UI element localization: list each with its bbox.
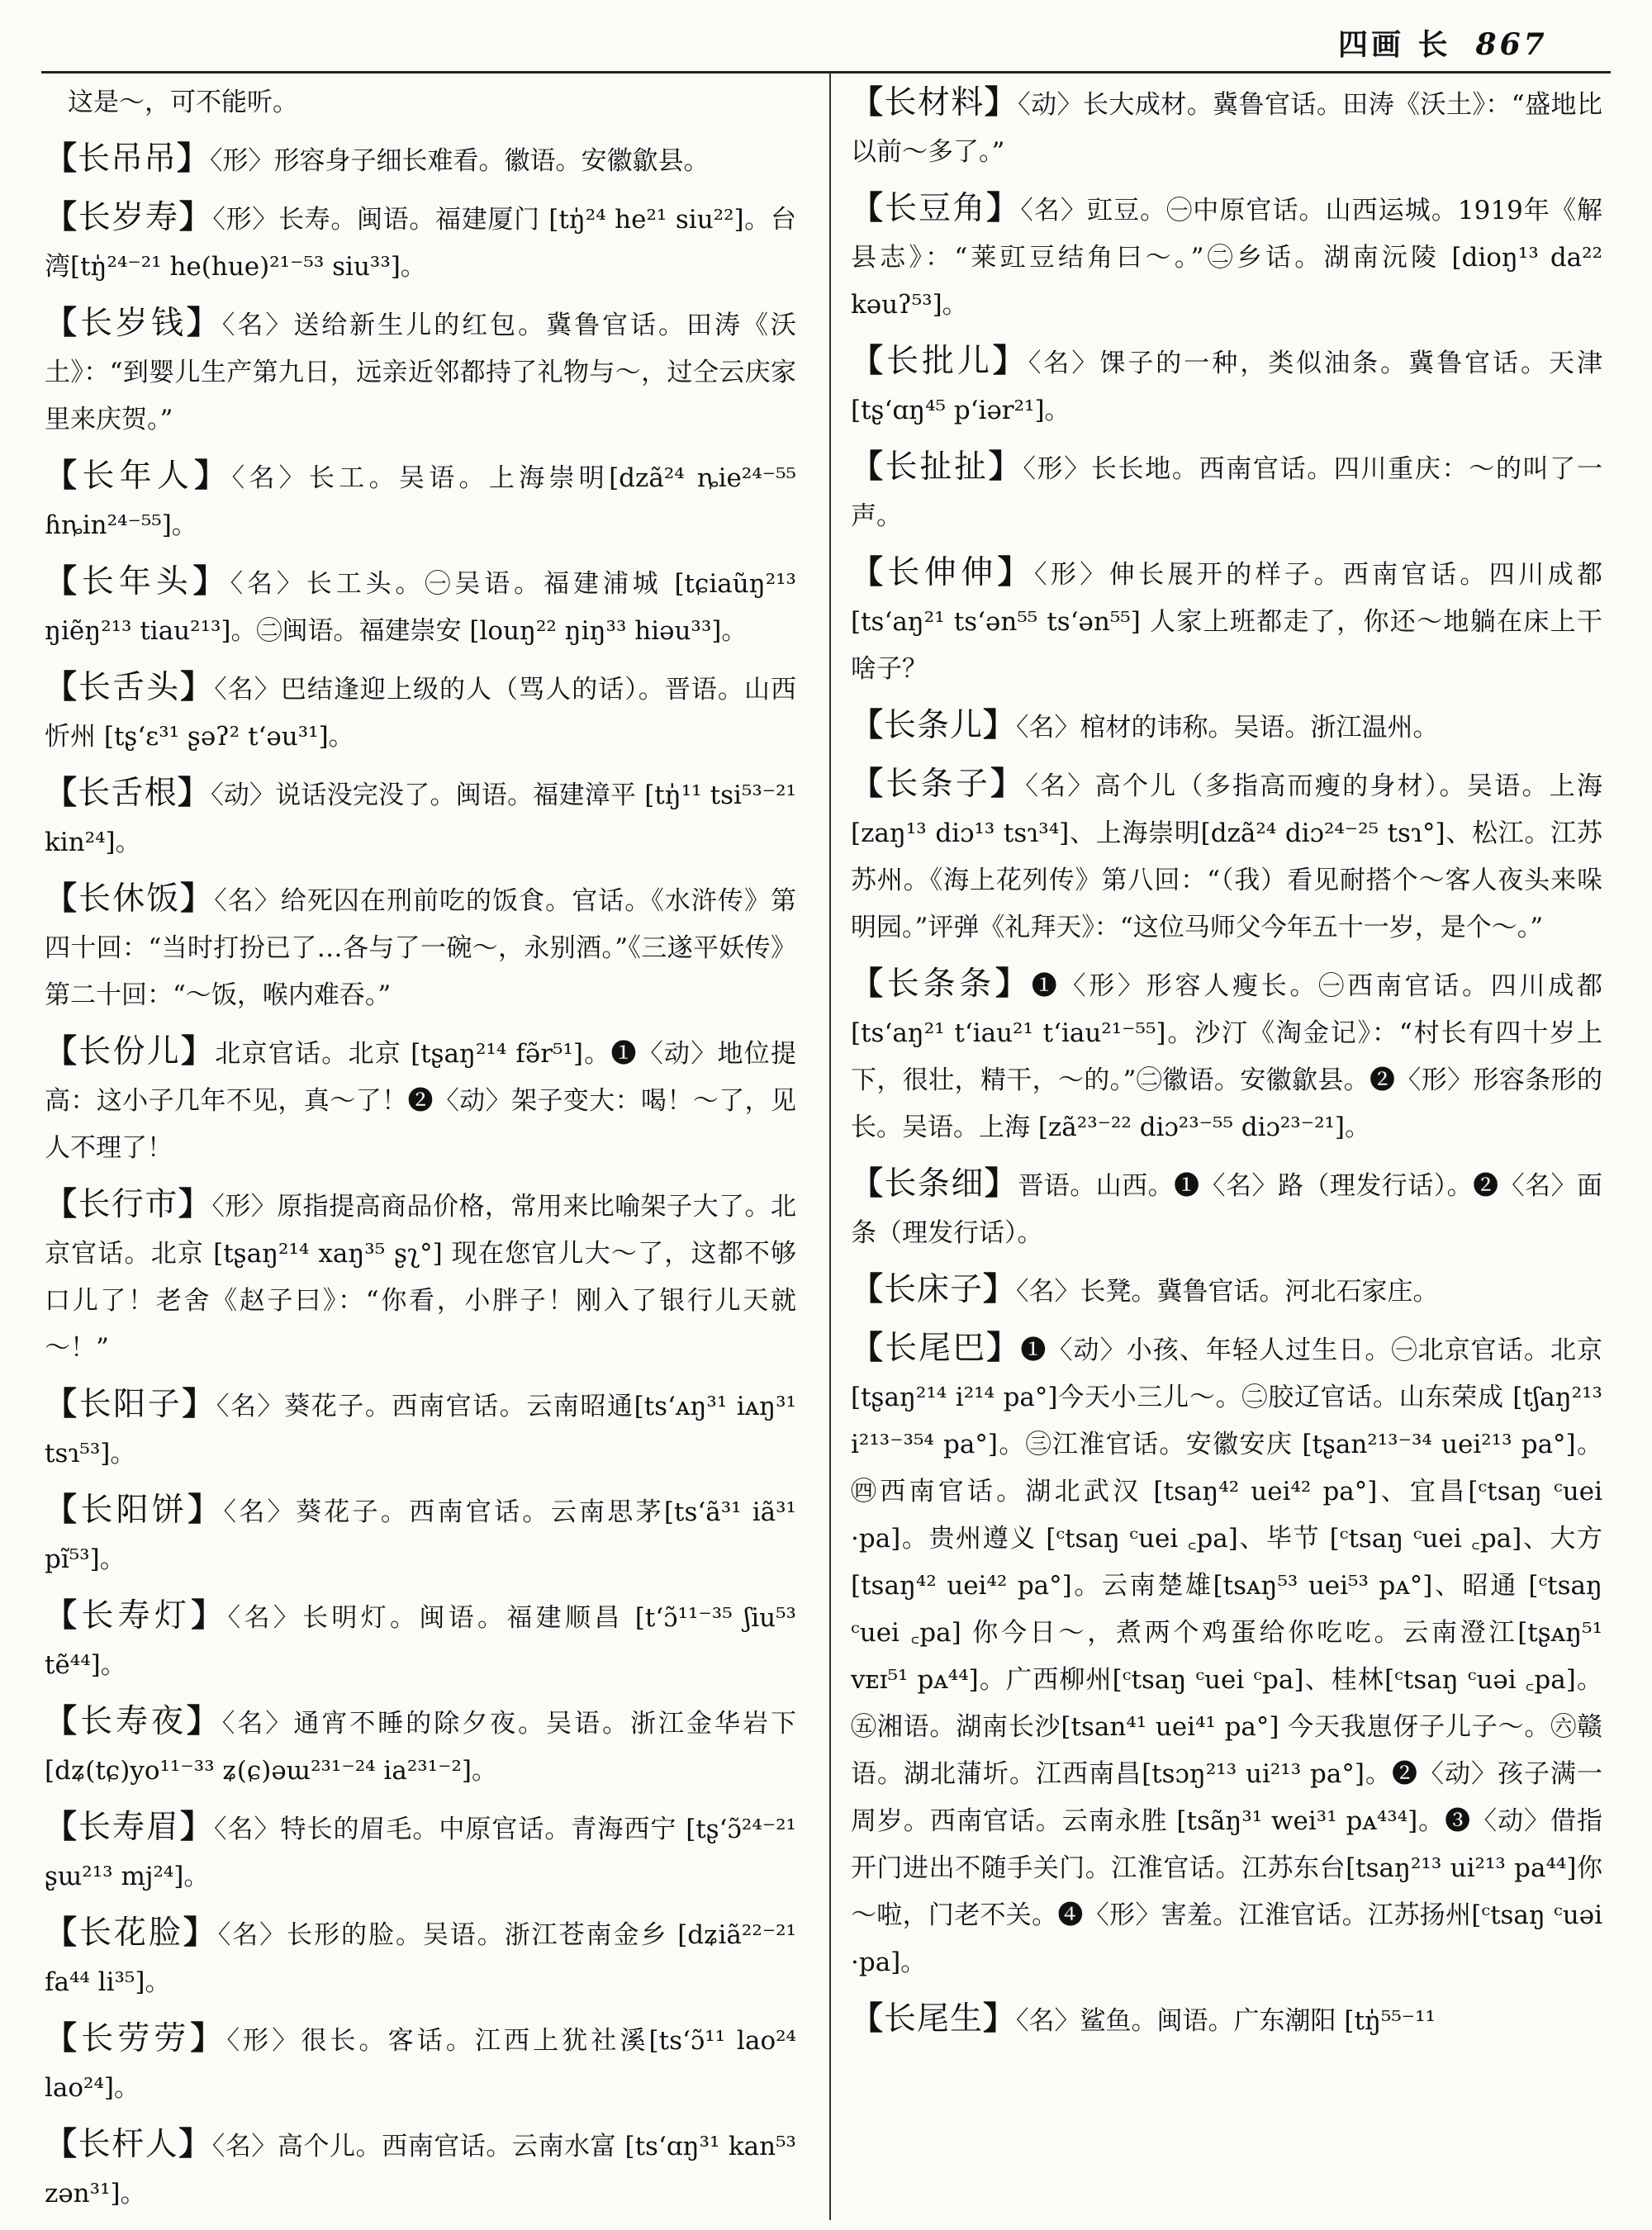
entry-headword: 【长豆角】 [851,189,1021,227]
dictionary-entry [45,2015,796,2112]
header-rule [41,71,1611,74]
entry-definition: 〈名〉长形的脸。吴语。浙江苍南金乡 [dʑiã²²⁻²¹ fa⁴⁴ li³⁵]。 [45,1920,796,1997]
entry-definition: 〈形〉长长地。西南官话。四川重庆：～的叫了一声。 [851,454,1602,531]
dictionary-entry [45,1028,796,1172]
entry-definition: 〈名〉长工头。㊀吴语。福建浦城 [tɕiaũŋ²¹³ ŋiẽŋ²¹³ tiau²¹³]。㊁闽语。福建崇安 [louŋ²² ŋiŋ³³ hiəu³³]。 [45,569,796,646]
dictionary-entry [851,1325,1602,1986]
entry-definition: 〈名〉长明灯。闽语。福建顺昌 [tʻɔ̃¹¹⁻³⁵ ʃiu⁵³ tẽ⁴⁴]。 [45,1603,796,1680]
entry-definition: ❶〈形〉形容人瘦长。㊀西南官话。四川成都 [tsʻaŋ²¹ tʻiau²¹ tʻiau²¹⁻⁵⁵]。沙汀《淘金记》：“村长有四十岁上下，很壮，精干，～的。”㊁徽语。安徽歙县。❷〈形〉形容条形的长。吴语。上海 [zã²³⁻²² diɔ²³⁻⁵⁵ diɔ²³⁻²¹]。 [851,971,1602,1142]
entry-definition: 〈形〉伸长展开的样子。西南官话。四川成都 [tsʻaŋ²¹ tsʻən⁵⁵ tsʻən⁵⁵] 人家上班都走了，你还～地躺在床上干啥子？ [851,560,1602,684]
entry-headword: 【长岁钱】 [45,304,222,342]
entry-headword: 【长批儿】 [851,342,1028,380]
entry-headword: 【长吊吊】 [45,140,211,178]
dictionary-entry [851,702,1602,752]
right-entry-list [851,79,1602,2045]
dictionary-entry [45,194,796,291]
entry-definition: 〈形〉长寿。闽语。福建厦门 [tŋ̍²⁴ he²¹ siu²²]。台湾[tŋ̍²⁴⁻²¹ he(hue)²¹⁻⁵³ siu³³]。 [45,205,796,282]
entry-definition: 〈名〉葵花子。西南官话。云南昭通[tsʻᴀŋ³¹ iᴀŋ³¹ tsɿ⁵³]。 [45,1392,796,1468]
entry-definition: 〈动〉说话没完没了。闽语。福建漳平 [tŋ̍¹¹ tsi⁵³⁻²¹ kin²⁴]。 [45,780,796,857]
entry-definition: 〈名〉特长的眉毛。中原官话。青海西宁 [tʂʻɔ̃²⁴⁻²¹ ʂɯ²¹³ mj²⁴]。 [45,1815,796,1891]
entry-definition: 〈名〉送给新生儿的红包。冀鲁官话。田涛《沃土》：“到婴儿生产第九日，远亲近邻都持了礼物与～，过仝云庆家里来庆贺。” [45,311,796,434]
dictionary-entry [45,1910,796,2006]
entry-headword: 【长花脸】 [45,1914,218,1952]
entry-definition: 〈动〉长大成材。冀鲁官话。田涛《沃土》：“盛地比以前～多了。” [851,90,1602,167]
dictionary-entry [45,300,796,444]
entry-definition: 〈名〉馃子的一种，类似油条。冀鲁官话。天津 [tʂʻɑŋ⁴⁵ pʻiər²¹]。 [851,349,1602,425]
entry-headword: 【长休饭】 [45,880,215,918]
dictionary-entry [851,79,1602,176]
left-column [45,79,796,2227]
entry-headword: 【长劳劳】 [45,2019,227,2057]
dictionary-entry [851,549,1602,693]
entry-headword: 【长材料】 [851,83,1018,121]
dictionary-entry [851,961,1602,1151]
entry-definition: 〈名〉鲨鱼。闽语。广东潮阳 [tŋ̍⁵⁵⁻¹¹ [1016,2006,1436,2036]
entry-headword: 【长条子】 [851,765,1026,803]
entry-definition: 〈名〉长工。吴语。上海崇明[dzã²⁴ ȵie²⁴⁻⁵⁵ ɦȵin²⁴⁻⁵⁵]。 [45,463,796,540]
entry-headword: 【长寿眉】 [45,1808,214,1846]
dictionary-entry [851,338,1602,434]
dictionary-entry [45,1487,796,1583]
entry-definition: 〈名〉长凳。冀鲁官话。河北石家庄。 [1016,1277,1439,1307]
dictionary-entry [851,1160,1602,1257]
entry-headword: 【长份儿】 [45,1032,216,1070]
entry-headword: 【长舌根】 [45,774,211,812]
running-head [1338,21,1602,64]
dictionary-entry [45,1592,796,1689]
entry-headword: 【长尾生】 [851,2000,1017,2038]
dictionary-entry [851,1995,1602,2045]
page-number: 867 [1475,27,1548,62]
entry-headword: 【长行市】 [45,1185,212,1223]
dictionary-entry [45,453,796,549]
dictionary-entry [45,558,796,655]
entry-definition: 〈名〉通宵不睡的除夕夜。吴语。浙江金华岩下 [dʑ(tɕ)yo¹¹⁻³³ ʑ(ɕ)əɯ²³¹⁻²⁴ ia²³¹⁻²]。 [45,1709,796,1786]
dictionary-entry [851,444,1602,540]
entry-headword: 【长岁寿】 [45,198,213,236]
entry-definition: 〈形〉形容身子细长难看。徽语。安徽歙县。 [210,146,710,176]
entry-headword: 【长床子】 [851,1270,1017,1308]
right-column [851,79,1602,2054]
entry-definition: 晋语。山西。❶〈名〉路（理发行话）。❷〈名〉面条（理发行话）。 [851,1171,1602,1248]
dictionary-entry [45,135,796,185]
dictionary-entry [45,1698,796,1795]
dictionary-entry [45,1804,796,1900]
entry-headword: 【长寿夜】 [45,1702,222,1740]
entry-headword: 【长扯扯】 [851,448,1023,486]
dictionary-entry [851,185,1602,329]
entry-definition: 〈名〉豇豆。㊀中原官话。山西运城。1919年《解县志》：“莱豇豆结角曰～。”㊁乡话。湖南沅陵 [dioŋ¹³ da²² kəuʔ⁵³]。 [851,196,1602,320]
entry-headword: 【长年头】 [45,562,230,600]
entry-definition: 〈名〉给死囚在刑前吃的饭食。官话。《水浒传》第四十回：“当时打扮已了…各与了一碗～，永别酒。”《三遂平妖传》第二十回：“～饭，喉内难吞。” [45,886,796,1010]
entry-definition: 〈形〉原指提高商品价格，常用来比喻架子大了。北京官话。北京 [tʂaŋ²¹⁴ xaŋ³⁵ ʂʅ°] 现在您官儿大～了，这都不够口儿了！老舍《赵子曰》：“你看，小胖子！刚入了银行儿天就～！” [45,1192,796,1363]
dictionary-entry [851,1266,1602,1316]
left-entry-list [45,135,796,2218]
entry-definition: 〈名〉高个儿（多指高而瘦的身材）。吴语。上海 [zaŋ¹³ diɔ¹³ tsɿ³⁴]、上海崇明[dzã²⁴ diɔ²⁴⁻²⁵ tsɿ°]、松江。江苏苏州。《海上花列传》第八回：“（我）看见耐搭个～客人夜头来哚明园。”评弹《礼拜天》：“这位马师父今年五十一岁，是个～。” [851,771,1602,942]
entry-headword: 【长条儿】 [851,706,1017,744]
continuation-text: 这是～，可不能听。 [68,88,298,117]
entry-definition: 北京官话。北京 [tʂaŋ²¹⁴ fə̃r⁵¹]。❶〈动〉地位提高：这小子几年不见，真～了！❷〈动〉架子变大：喝！～了，见人不理了！ [45,1039,796,1163]
entry-headword: 【长年人】 [45,457,232,495]
entry-definition: 〈名〉高个儿。西南官话。云南水富 [tsʻɑŋ³¹ kan⁵³ zən³¹]。 [45,2132,796,2209]
dictionary-entry [45,2121,796,2218]
entry-headword: 【长舌头】 [45,668,215,706]
entry-headword: 【长条细】 [851,1165,1018,1203]
entry-definition: 〈名〉棺材的讳称。吴语。浙江温州。 [1016,713,1439,743]
entry-definition: 〈形〉很长。客话。江西上犹社溪[tsʻɔ̃¹¹ lao²⁴ lao²⁴]。 [45,2026,796,2103]
dictionary-entry [851,761,1602,951]
entry-headword: 【长杆人】 [45,2125,212,2163]
dictionary-entry [45,1381,796,1478]
entry-headword: 【长伸伸】 [851,553,1034,591]
entry-headword: 【长尾巴】 [851,1329,1021,1367]
entry-definition: 〈名〉葵花子。西南官话。云南思茅[tsʻã³¹ iã³¹ pĩ⁵³]。 [45,1497,796,1574]
entry-definition: 〈名〉巴结逢迎上级的人（骂人的话）。晋语。山西忻州 [tʂʻɛ³¹ ʂəʔ² tʻəu³¹]。 [45,675,796,752]
entry-headword: 【长条条】 [851,965,1032,1003]
entry-definition: ❶〈动〉小孩、年轻人过生日。㊀北京官话。北京 [tʂaŋ²¹⁴ i²¹⁴ pa°]今天小三儿～。㊁胶辽官话。山东荣成 [tʃaŋ²¹³ i²¹³⁻³⁵⁴ pa°]。㊂江淮官话。安徽安庆 [tʂan²¹³⁻³⁴ uei²¹³ pa°]。㊃西南官话。湖北武汉 [tsaŋ⁴² uei⁴² pa°]、宜昌[ᶜtsaŋ ᶜuei ·pa]。贵州遵义 [ᶜtsaŋ ᶜuei ꜀pa]、毕节 [ᶜtsaŋ ᶜuei ꜀pa]、大方 [tsaŋ⁴² uei⁴² pa°]。云南楚雄[tsᴀŋ⁵³ uei⁵³ pᴀ°]、昭通 [ᶜtsaŋ ᶜuei ꜀pa] 你今日～，煮两个鸡蛋给你吃吃。云南澄江[tʂᴀŋ⁵¹ vᴇɪ⁵¹ pᴀ⁴⁴]。广西柳州[ᶜtsaŋ ᶜuei ᶜpa]、桂林[ᶜtsaŋ ᶜuəi ꜀pa]。㊄湘语。湖南长沙[tsan⁴¹ uei⁴¹ pa°] 今天我崽伢子儿子～。㊅赣语。湖北蒲圻。江西南昌[tsɔŋ²¹³ ui²¹³ pa°]。❷〈动〉孩子满一周岁。西南官话。云南永胜 [tsãŋ³¹ wei³¹ pᴀ⁴³⁴]。❸〈动〉借指开门进出不随手关门。江淮官话。江苏东台[tsaŋ²¹³ ui²¹³ pa⁴⁴]你～啦，门老不关。❹〈形〉害羞。江淮官话。江苏扬州[ᶜtsaŋ ᶜuəi ·pa]。 [851,1336,1602,1977]
dictionary-entry [45,1181,796,1372]
entry-headword: 【长阳子】 [45,1385,216,1423]
column-divider [829,73,831,2220]
dictionary-entry [45,770,796,866]
dictionary-entry [45,875,796,1019]
section-label: 四画 长 [1338,27,1451,62]
entry-headword: 【长阳饼】 [45,1491,224,1529]
entry-headword: 【长寿灯】 [45,1597,228,1635]
dictionary-entry [45,664,796,761]
